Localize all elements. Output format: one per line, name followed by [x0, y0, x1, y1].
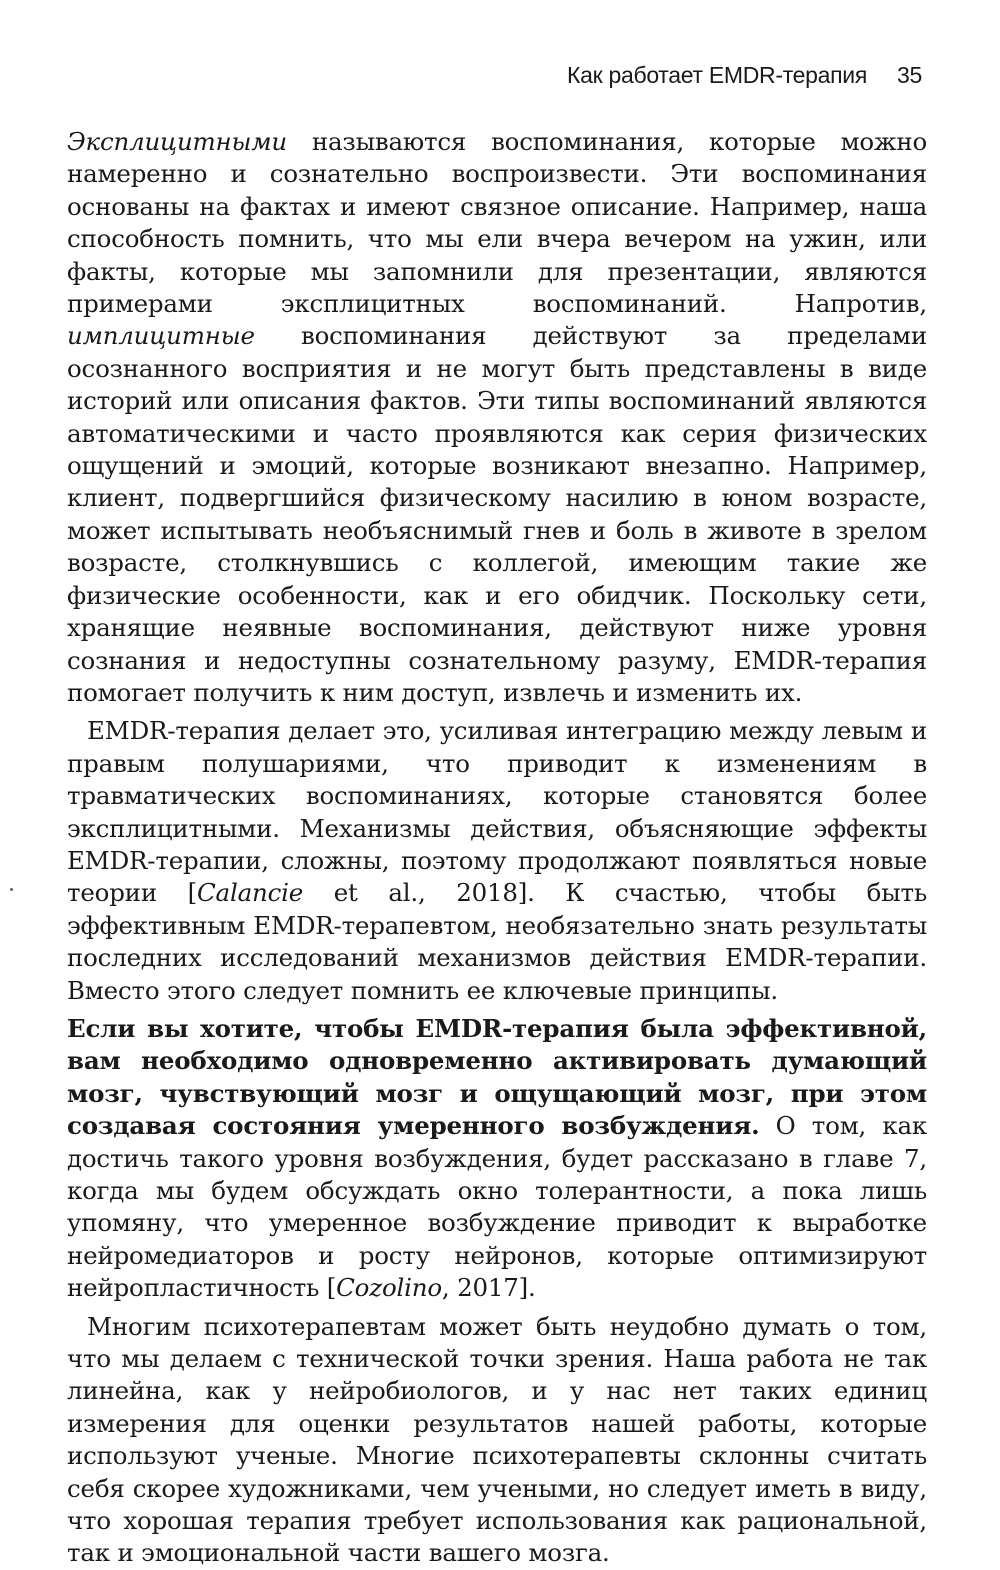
paragraph-1 — [67, 126, 927, 709]
citation-author-calancie: Calancie — [197, 878, 304, 908]
paragraph-2-text-b: et al., 2018]. К счастью, чтобы быть эффективным EMDR-терапевтом, необязательно знать результаты последних исследований механизмов действия EMDR-терапии. Вместо этого следует помнить ее ключевые принципы. — [67, 878, 927, 1005]
paragraph-3-text-a: О том, как достичь такого уровня возбуждения, будет рассказано в главе 7, когда мы будем обсуждать окно толерантности, а пока лишь упомяну, что умеренное возбуждение приводит к выработке нейромедиаторов и росту нейронов, которые оптимизируют нейропластичность [ — [67, 1111, 927, 1303]
paragraph-3-text-b: , 2017]. — [441, 1273, 536, 1303]
paragraph-4 — [67, 1311, 927, 1570]
paragraph-2-text-a: EMDR-терапия делает это, усиливая интеграцию между левым и правым полушариями, что приводит к изменениям в травматических воспоминаниях, которые становятся более эксплицитными. Механизмы действия, объясняющие эффекты EMDR-терапии, сложны, поэтому продолжают появляться новые теории [ — [67, 716, 927, 908]
body-text — [67, 126, 927, 1570]
margin-speck — [10, 888, 13, 891]
term-implicit: имплицитные — [67, 321, 255, 351]
paragraph-4-text: Многим психотерапевтам может быть неудобно думать о том, что мы делаем с технической точки зрения. Наша работа не так линейна, как у нейробиологов, и у нас нет таких единиц измерения для оценки результатов нашей работы, которые используют ученые. Многие психотерапевты склонны считать себя скорее художниками, чем учеными, но следует иметь в виду, что хорошая терапия требует использования как рациональной, так и эмоциональной части вашего мозга. — [67, 1311, 927, 1568]
running-title: Как работает EMDR-терапия — [567, 62, 868, 88]
term-explicit: Эксплицитными — [67, 127, 287, 156]
paragraph-2 — [67, 715, 927, 1007]
paragraph-1-text-a: называются воспоминания, которые можно намеренно и сознательно воспроизвести. Эти воспоминания основаны на фактах и имеют связное описание. Например, наша способность помнить, что мы ели вчера вечером на ужин, или факты, которые мы запомнили для презентации, являются примерами эксплицитных воспоминаний. Напротив, — [67, 127, 927, 319]
page-number: 35 — [897, 62, 922, 88]
citation-author-cozolino: Cozolino — [336, 1273, 442, 1303]
running-header — [567, 62, 922, 89]
paragraph-3 — [67, 1013, 927, 1305]
key-principle-bold: Если вы хотите, чтобы EMDR-терапия была эффективной, вам необходимо одновременно активировать думающий мозг, чувствующий мозг и ощущающий мозг, при этом создавая состояния умеренного возбуждения. — [67, 1013, 927, 1141]
paragraph-1-text-b: воспоминания действуют за пределами осознанного восприятия и не могут быть представлены в виде историй или описания фактов. Эти типы воспоминаний являются автоматическими и часто проявляются как серия физических ощущений и эмоций, которые возникают внезапно. Например, клиент, подвергшийся физическому насилию в юном возрасте, может испытывать необъяснимый гнев и боль в животе в зрелом возрасте, столкнувшись с коллегой, имеющим такие же физические особенности, как и его обидчик. Поскольку сети, хранящие неявные воспоминания, действуют ниже уровня сознания и недоступны сознательному разуму, EMDR-терапия помогает получить к ним доступ, извлечь и изменить их. — [67, 321, 927, 707]
